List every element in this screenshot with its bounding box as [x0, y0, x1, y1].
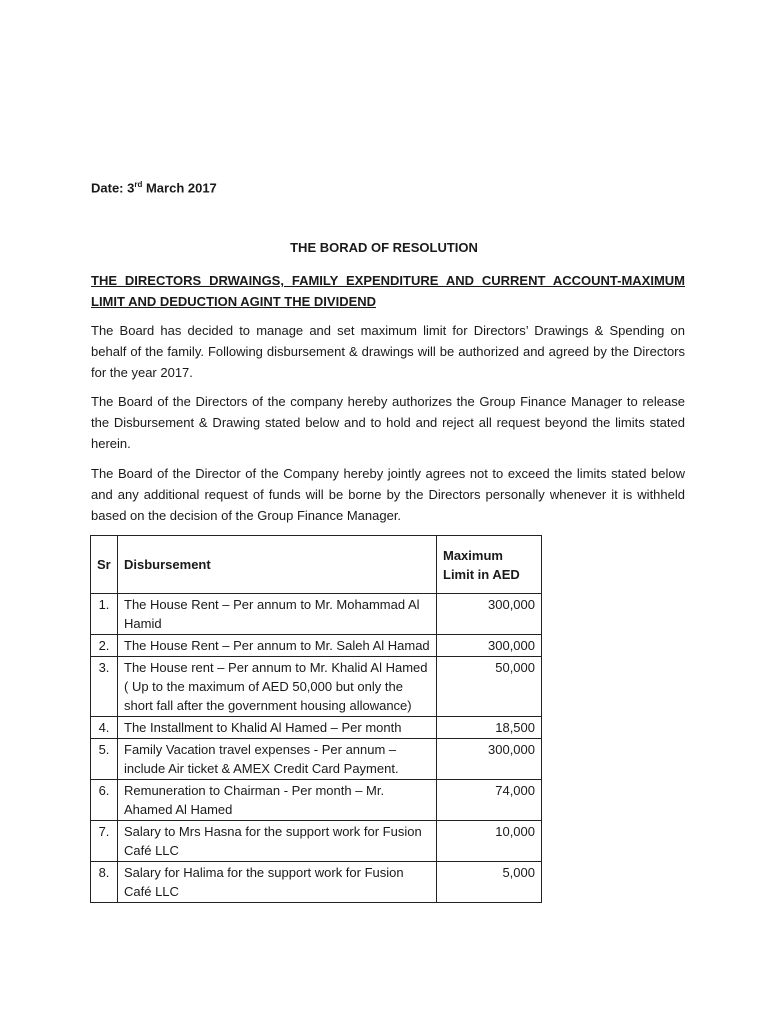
row-amount: 5,000	[437, 862, 542, 903]
row-disbursement: Salary for Halima for the support work for Fusion Café LLC	[118, 862, 437, 903]
header-disbursement: Disbursement	[118, 536, 437, 594]
row-sr: 4.	[91, 717, 118, 739]
row-sr: 6.	[91, 780, 118, 821]
table-header-row	[91, 536, 542, 594]
row-amount: 10,000	[437, 821, 542, 862]
row-amount: 74,000	[437, 780, 542, 821]
disbursement-table	[90, 535, 542, 903]
table-row	[91, 739, 542, 780]
row-amount: 300,000	[437, 739, 542, 780]
date-rest: March 2017	[142, 180, 217, 196]
row-amount: 50,000	[437, 657, 542, 717]
row-amount: 300,000	[437, 635, 542, 657]
table-row	[91, 862, 542, 903]
resolution-date	[91, 180, 217, 195]
header-sr: Sr	[91, 536, 118, 594]
table-row	[91, 594, 542, 635]
row-sr: 5.	[91, 739, 118, 780]
paragraph-2: The Board of the Directors of the company hereby authorizes the Group Finance Manager to release the Disbursement & Drawing stated below and to hold and reject all request beyond the limits stated herein.	[91, 394, 685, 451]
row-sr: 7.	[91, 821, 118, 862]
table-row	[91, 717, 542, 739]
date-label: Date: 3	[91, 180, 135, 196]
row-disbursement: Family Vacation travel expenses - Per annum – include Air ticket & AMEX Credit Card Payment.	[118, 739, 437, 780]
row-amount: 18,500	[437, 717, 542, 739]
date-ordinal-suffix: rd	[134, 180, 143, 189]
row-disbursement: The Installment to Khalid Al Hamed – Per month	[118, 717, 437, 739]
header-maximum-limit: Maximum Limit in AED	[437, 536, 542, 594]
row-sr: 1.	[91, 594, 118, 635]
resolution-subject: THE DIRECTORS DRWAINGS, FAMILY EXPENDITURE AND CURRENT ACCOUNT-MAXIMUM LIMIT AND DEDUCTION AGINT THE DIVIDEND	[91, 273, 685, 309]
row-disbursement: Salary to Mrs Hasna for the support work for Fusion Café LLC	[118, 821, 437, 862]
table-row	[91, 657, 542, 717]
row-disbursement: Remuneration to Chairman - Per month – Mr. Ahamed Al Hamed	[118, 780, 437, 821]
row-sr: 2.	[91, 635, 118, 657]
row-sr: 3.	[91, 657, 118, 717]
row-amount: 300,000	[437, 594, 542, 635]
table-row	[91, 780, 542, 821]
paragraph-3: The Board of the Director of the Company hereby jointly agrees not to exceed the limits stated below and any additional request of funds will be borne by the Directors personally whenever it is withheld based on the decision of the Group Finance Manager.	[91, 466, 685, 523]
row-disbursement: The House rent – Per annum to Mr. Khalid Al Hamed ( Up to the maximum of AED 50,000 but only the short fall after the government housing allowance)	[118, 657, 437, 717]
row-disbursement: The House Rent – Per annum to Mr. Saleh Al Hamad	[118, 635, 437, 657]
document-title: THE BORAD OF RESOLUTION	[290, 240, 478, 255]
paragraph-1: The Board has decided to manage and set maximum limit for Directors’ Drawings & Spending on behalf of the family. Following disbursement & drawings will be authorized and agreed by the Directors for the year 2017.	[91, 323, 685, 380]
row-disbursement: The House Rent – Per annum to Mr. Mohammad Al Hamid	[118, 594, 437, 635]
table-row	[91, 635, 542, 657]
row-sr: 8.	[91, 862, 118, 903]
table-row	[91, 821, 542, 862]
